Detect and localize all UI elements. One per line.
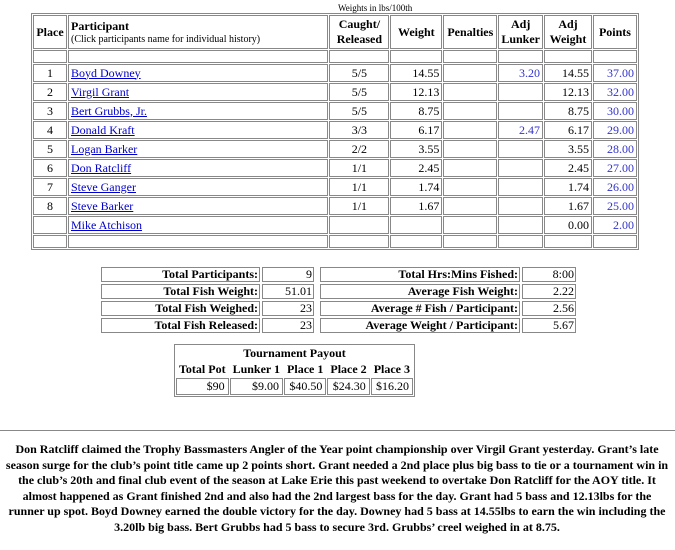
payout-title: Tournament Payout <box>243 346 346 360</box>
points-cell: 28.00 <box>593 140 637 158</box>
penalties-cell <box>443 140 497 158</box>
payout-lunker-1-value: $9.00 <box>230 378 283 395</box>
participant-cell <box>68 178 328 196</box>
summary-spacer <box>316 267 318 282</box>
place-cell: 2 <box>33 83 67 101</box>
caught-cell: 1/1 <box>329 159 389 177</box>
penalties-cell <box>443 197 497 215</box>
spacer-cell <box>593 50 637 63</box>
table-row <box>33 197 637 215</box>
participant-link[interactable]: Mike Atchison <box>70 217 142 232</box>
adj-weight-cell: 8.75 <box>544 102 592 120</box>
participant-link[interactable]: Donald Kraft <box>70 122 135 137</box>
spacer-cell <box>329 50 389 63</box>
lunker-cell <box>498 197 543 215</box>
total-fish-weight-label: Total Fish Weight: <box>101 284 260 299</box>
penalties-cell <box>443 216 497 234</box>
total-fish-weighed-value: 23 <box>262 301 314 316</box>
place-cell: 8 <box>33 197 67 215</box>
caught-cell: 1/1 <box>329 197 389 215</box>
weight-cell: 1.74 <box>390 178 442 196</box>
participant-link[interactable]: Boyd Downey <box>70 65 141 80</box>
weight-cell: 2.45 <box>390 159 442 177</box>
place-cell: 4 <box>33 121 67 139</box>
weight-cell: 6.17 <box>390 121 442 139</box>
points-cell: 29.00 <box>593 121 637 139</box>
place-cell <box>33 216 67 234</box>
adj-weight-cell: 6.17 <box>544 121 592 139</box>
table-row <box>33 83 637 101</box>
place-cell: 7 <box>33 178 67 196</box>
payout-header-total-pot: Total Pot <box>179 362 226 376</box>
total-participants-label: Total Participants: <box>101 267 260 282</box>
participant-cell <box>68 83 328 101</box>
avg-weight-per-value: 5.67 <box>522 318 576 333</box>
participant-header <box>68 15 328 49</box>
adj-weight-header <box>544 15 592 49</box>
adj-weight-cell: 3.55 <box>544 140 592 158</box>
participant-header-note: (Click participants name for individual history) <box>70 34 261 45</box>
table-row <box>33 216 637 234</box>
caught-cell <box>329 216 389 234</box>
participant-cell <box>68 102 328 120</box>
spacer-cell <box>498 235 543 248</box>
payout-place-3-value: $16.20 <box>371 378 413 395</box>
avg-fish-weight-label: Average Fish Weight: <box>320 284 520 299</box>
adj-weight-cell: 2.45 <box>544 159 592 177</box>
lunker-cell <box>498 140 543 158</box>
payout-table <box>174 344 415 397</box>
caught-header-label: Caught/ <box>338 17 381 31</box>
weight-cell: 14.55 <box>390 64 442 82</box>
avg-fish-per-label: Average # Fish / Participant: <box>320 301 520 316</box>
table-row <box>33 159 637 177</box>
place-header: Place <box>33 15 67 49</box>
spacer-cell <box>33 50 67 63</box>
spacer-cell <box>33 235 67 248</box>
adj-lunker-header <box>498 15 543 49</box>
participant-cell <box>68 216 328 234</box>
adj-lunker-header-line2: Lunker <box>501 32 540 46</box>
avg-fish-per-value: 2.56 <box>522 301 576 316</box>
spacer-cell <box>443 235 497 248</box>
lunker-cell <box>498 83 543 101</box>
participant-cell <box>68 197 328 215</box>
adj-weight-cell: 1.74 <box>544 178 592 196</box>
results-header-row <box>33 15 637 49</box>
lunker-cell <box>498 102 543 120</box>
table-row <box>33 121 637 139</box>
caught-cell: 5/5 <box>329 64 389 82</box>
payout-title-row <box>176 346 413 361</box>
payout-values-row <box>176 378 413 395</box>
spacer-row <box>33 50 637 63</box>
points-cell: 32.00 <box>593 83 637 101</box>
summary-row <box>101 301 576 316</box>
participant-link[interactable]: Virgil Grant <box>70 84 130 99</box>
summary-spacer <box>316 318 318 333</box>
table-row <box>33 64 637 82</box>
penalties-cell <box>443 159 497 177</box>
spacer-cell <box>593 235 637 248</box>
released-header-label: Released <box>336 32 383 46</box>
participant-cell <box>68 159 328 177</box>
weight-cell: 8.75 <box>390 102 442 120</box>
penalties-cell <box>443 83 497 101</box>
lunker-cell <box>498 216 543 234</box>
caught-cell: 2/2 <box>329 140 389 158</box>
payout-place-2-value: $24.30 <box>327 378 369 395</box>
total-fish-released-label: Total Fish Released: <box>101 318 260 333</box>
avg-weight-per-label: Average Weight / Participant: <box>320 318 520 333</box>
adj-weight-cell: 1.67 <box>544 197 592 215</box>
caught-cell: 1/1 <box>329 178 389 196</box>
results-table <box>31 13 639 250</box>
penalties-cell <box>443 64 497 82</box>
spacer-cell <box>544 50 592 63</box>
participant-link[interactable]: Bert Grubbs, Jr. <box>70 103 147 118</box>
spacer-cell <box>544 235 592 248</box>
spacer-cell <box>443 50 497 63</box>
participant-link[interactable]: Logan Barker <box>70 141 138 156</box>
participant-cell <box>68 64 328 82</box>
participant-cell <box>68 121 328 139</box>
total-fish-weighed-label: Total Fish Weighed: <box>101 301 260 316</box>
adj-weight-cell: 0.00 <box>544 216 592 234</box>
summary-row <box>101 284 576 299</box>
lunker-cell <box>498 159 543 177</box>
caught-cell: 3/3 <box>329 121 389 139</box>
spacer-cell <box>498 50 543 63</box>
spacer-row <box>33 235 637 248</box>
divider <box>0 430 675 431</box>
points-cell: 37.00 <box>593 64 637 82</box>
weight-header: Weight <box>390 15 442 49</box>
points-header: Points <box>593 15 637 49</box>
table-row <box>33 102 637 120</box>
avg-fish-weight-value: 2.22 <box>522 284 576 299</box>
lunker-cell: 3.20 <box>498 64 543 82</box>
spacer-cell <box>390 50 442 63</box>
payout-place-1-value: $40.50 <box>284 378 326 395</box>
adj-weight-header-line2: Weight <box>549 32 587 46</box>
participant-header-label: Participant <box>70 19 129 33</box>
summary-row <box>101 318 576 333</box>
total-fish-released-value: 23 <box>262 318 314 333</box>
payout-header-place-3: Place 3 <box>373 362 411 376</box>
participant-link[interactable]: Don Ratcliff <box>70 160 132 175</box>
weight-cell: 3.55 <box>390 140 442 158</box>
payout-header-place-1: Place 1 <box>287 362 324 376</box>
total-hrs-label: Total Hrs:Mins Fished: <box>320 267 520 282</box>
caught-released-header <box>329 15 389 49</box>
place-cell: 5 <box>33 140 67 158</box>
place-cell: 6 <box>33 159 67 177</box>
total-hrs-value: 8:00 <box>522 267 576 282</box>
spacer-cell <box>329 235 389 248</box>
summary-table <box>99 265 578 335</box>
caught-cell: 5/5 <box>329 83 389 101</box>
penalties-cell <box>443 102 497 120</box>
adj-weight-cell: 12.13 <box>544 83 592 101</box>
story-text: Don Ratcliff claimed the Trophy Bassmasters Angler of the Year point championship over Virgil Grant yesterday. Grant’s late season surge for the club’s point title came up 2 points short. Grant needed a 2nd place plus big bass to tie or a tournament win in the club’s 20th and final club event of the season at Lake Erie this past weekend to overtake Don Ratcliff for the AOY title. It almost happened as Grant finished 2nd and also had the 2nd largest bass for the day. Grant had 5 bass and 12.13lbs for the runner up spot. Boyd Downey earned the double victory for the day. Downey had 5 bass at 14.55lbs to earn the win including the 3.20lb big bass. Bert Grubbs had 5 bass to secure 3rd. Grubbs’ creel weighed in at 8.75. <box>5 442 669 534</box>
participant-link[interactable]: Steve Ganger <box>70 179 136 194</box>
summary-spacer <box>316 301 318 316</box>
payout-header-place-2: Place 2 <box>330 362 367 376</box>
adj-lunker-header-line1: Adj <box>510 17 531 31</box>
participant-cell <box>68 140 328 158</box>
points-cell: 27.00 <box>593 159 637 177</box>
participant-link[interactable]: Steve Barker <box>70 198 134 213</box>
place-cell: 1 <box>33 64 67 82</box>
spacer-cell <box>68 235 328 248</box>
total-participants-value: 9 <box>262 267 314 282</box>
spacer-cell <box>68 50 328 63</box>
payout-header-lunker-1: Lunker 1 <box>232 362 281 376</box>
weight-cell: 1.67 <box>390 197 442 215</box>
summary-spacer <box>316 284 318 299</box>
penalties-cell <box>443 121 497 139</box>
penalties-cell <box>443 178 497 196</box>
points-cell: 2.00 <box>593 216 637 234</box>
points-cell: 26.00 <box>593 178 637 196</box>
payout-header-row <box>176 362 413 377</box>
penalties-header: Penalties <box>443 15 497 49</box>
summary-row <box>101 267 576 282</box>
adj-weight-header-line1: Adj <box>558 17 578 31</box>
place-cell: 3 <box>33 102 67 120</box>
weight-cell: 12.13 <box>390 83 442 101</box>
spacer-cell <box>390 235 442 248</box>
table-row <box>33 140 637 158</box>
weights-caption: Weights in lbs/100th <box>338 3 413 13</box>
lunker-cell: 2.47 <box>498 121 543 139</box>
points-cell: 25.00 <box>593 197 637 215</box>
caught-cell: 5/5 <box>329 102 389 120</box>
weight-cell <box>390 216 442 234</box>
points-cell: 30.00 <box>593 102 637 120</box>
total-fish-weight-value: 51.01 <box>262 284 314 299</box>
adj-weight-cell: 14.55 <box>544 64 592 82</box>
payout-total-pot-value: $90 <box>176 378 229 395</box>
lunker-cell <box>498 178 543 196</box>
table-row <box>33 178 637 196</box>
